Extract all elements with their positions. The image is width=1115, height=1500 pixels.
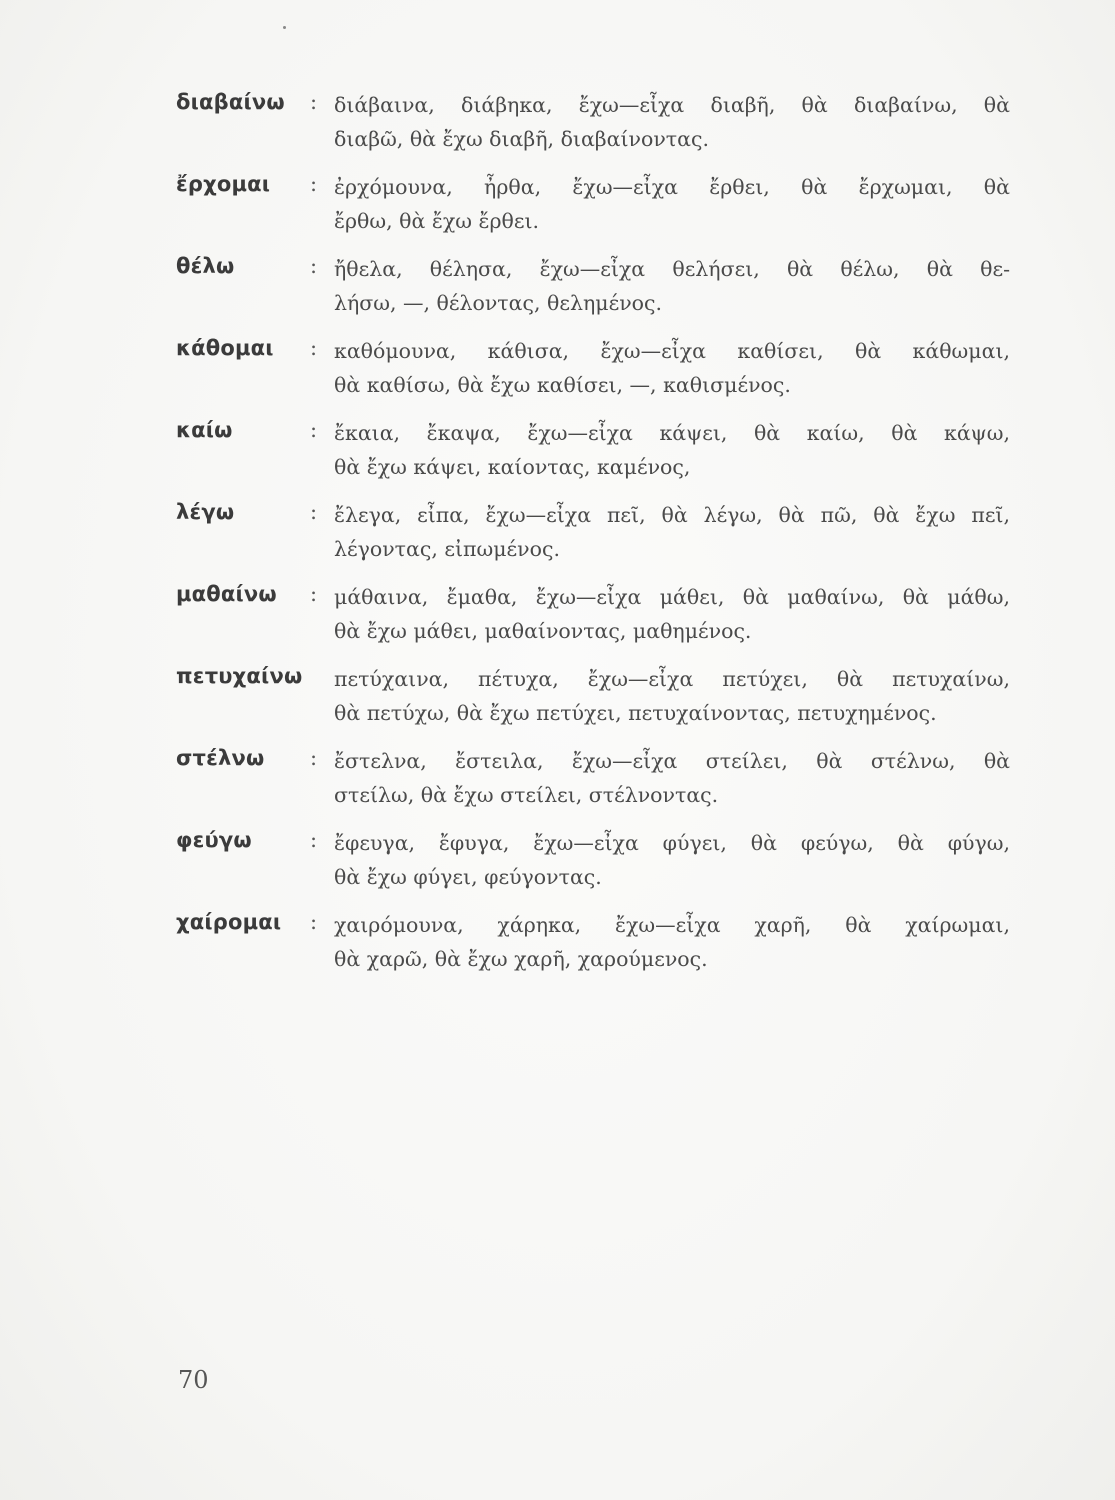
verb-headword: φεύγω xyxy=(176,828,252,852)
verb-forms xyxy=(334,334,1010,402)
verb-forms-line: θὰ πετύχω, θὰ ἔχω πετύχει, πετυχαίνοντας, πετυχημένος. xyxy=(334,701,937,725)
entry-colon: : xyxy=(310,90,318,114)
verb-forms-line: λήσω, —, θέλοντας, θελημένος. xyxy=(334,291,662,315)
verb-forms xyxy=(334,252,1010,320)
verb-forms xyxy=(334,908,1010,976)
verb-entry xyxy=(176,498,1016,580)
verb-forms-line: διάβαινα, διάβηκα, ἔχω—εἶχα διαβῆ, θὰ διαβαίνω, θὰ xyxy=(334,93,1010,117)
verb-forms-line: ἔκαια, ἔκαψα, ἔχω—εἶχα κάψει, θὰ καίω, θὰ κάψω, xyxy=(334,421,1010,445)
verb-entry xyxy=(176,334,1016,416)
verb-forms-line: θὰ ἔχω φύγει, φεύγοντας. xyxy=(334,865,602,889)
verb-forms xyxy=(334,580,1010,648)
verb-forms xyxy=(334,170,1010,238)
entry-colon: : xyxy=(310,418,318,442)
verb-forms-line: ἔφευγα, ἔφυγα, ἔχω—εἶχα φύγει, θὰ φεύγω, θὰ φύγω, xyxy=(334,831,1010,855)
verb-forms xyxy=(334,88,1010,156)
verb-entry xyxy=(176,416,1016,498)
entry-colon: : xyxy=(310,746,318,770)
verb-entry xyxy=(176,908,1016,990)
verb-headword: μαθαίνω xyxy=(176,582,277,606)
verb-headword: καίω xyxy=(176,418,233,442)
entry-colon: : xyxy=(310,582,318,606)
entry-colon: : xyxy=(310,172,318,196)
verb-forms-line: καθόμουνα, κάθισα, ἔχω—εἶχα καθίσει, θὰ κάθωμαι, xyxy=(334,339,1010,363)
verb-entry xyxy=(176,744,1016,826)
verb-forms-line: ἤθελα, θέλησα, ἔχω—εἶχα θελήσει, θὰ θέλω, θὰ θε- xyxy=(334,257,1010,281)
verb-forms-line: στείλω, θὰ ἔχω στείλει, στέλνοντας. xyxy=(334,783,719,807)
verb-entry xyxy=(176,170,1016,252)
verb-headword: θέλω xyxy=(176,254,235,278)
verb-entry xyxy=(176,580,1016,662)
verb-forms-line: μάθαινα, ἔμαθα, ἔχω—εἶχα μάθει, θὰ μαθαίνω, θὰ μάθω, xyxy=(334,585,1010,609)
entry-colon: : xyxy=(310,500,318,524)
page-number: 70 xyxy=(178,1366,209,1394)
verb-forms-line: ἔρθω, θὰ ἔχω ἔρθει. xyxy=(334,209,540,233)
entry-colon: : xyxy=(310,910,318,934)
ink-speck xyxy=(283,26,286,29)
verb-forms-line: ἔστελνα, ἔστειλα, ἔχω—εἶχα στείλει, θὰ στέλνω, θὰ xyxy=(334,749,1010,773)
verb-entry xyxy=(176,662,1016,744)
verb-forms xyxy=(334,416,1010,484)
verb-entry xyxy=(176,252,1016,334)
verb-forms-line: ἔλεγα, εἶπα, ἔχω—εἶχα πεῖ, θὰ λέγω, θὰ πῶ, θὰ ἔχω πεῖ, xyxy=(334,503,1010,527)
verb-forms-line: θὰ καθίσω, θὰ ἔχω καθίσει, —, καθισμένος. xyxy=(334,373,791,397)
verb-forms-line: πετύχαινα, πέτυχα, ἔχω—εἶχα πετύχει, θὰ πετυχαίνω, xyxy=(334,667,1010,691)
entry-colon: : xyxy=(310,336,318,360)
verb-headword: κάθομαι xyxy=(176,336,274,360)
verb-forms-line: λέγοντας, εἰπωμένος. xyxy=(334,537,560,561)
verb-forms-line: χαιρόμουνα, χάρηκα, ἔχω—εἶχα χαρῆ, θὰ χαίρωμαι, xyxy=(334,913,1010,937)
verb-forms-line: θὰ χαρῶ, θὰ ἔχω χαρῆ, χαρούμενος. xyxy=(334,947,708,971)
verb-forms xyxy=(334,498,1010,566)
entry-colon: : xyxy=(310,828,318,852)
verb-headword: ἔρχομαι xyxy=(176,172,271,196)
verb-forms-line: θὰ ἔχω κάψει, καίοντας, καμένος, xyxy=(334,455,691,479)
verb-headword: λέγω xyxy=(176,500,235,524)
verb-forms-line: ἐρχόμουνα, ἦρθα, ἔχω—εἶχα ἔρθει, θὰ ἔρχωμαι, θὰ xyxy=(334,175,1010,199)
verb-forms-line: θὰ ἔχω μάθει, μαθαίνοντας, μαθημένος. xyxy=(334,619,752,643)
verb-entries-list xyxy=(176,88,1016,990)
entry-colon: : xyxy=(310,254,318,278)
verb-headword: πετυχαίνω xyxy=(176,664,303,688)
verb-entry xyxy=(176,88,1016,170)
verb-forms xyxy=(334,744,1010,812)
verb-forms xyxy=(334,826,1010,894)
verb-headword: διαβαίνω xyxy=(176,90,285,114)
verb-entry xyxy=(176,826,1016,908)
verb-forms xyxy=(334,662,1010,730)
verb-headword: στέλνω xyxy=(176,746,265,770)
verb-forms-line: διαβῶ, θὰ ἔχω διαβῆ, διαβαίνοντας. xyxy=(334,127,709,151)
verb-headword: χαίρομαι xyxy=(176,910,282,934)
